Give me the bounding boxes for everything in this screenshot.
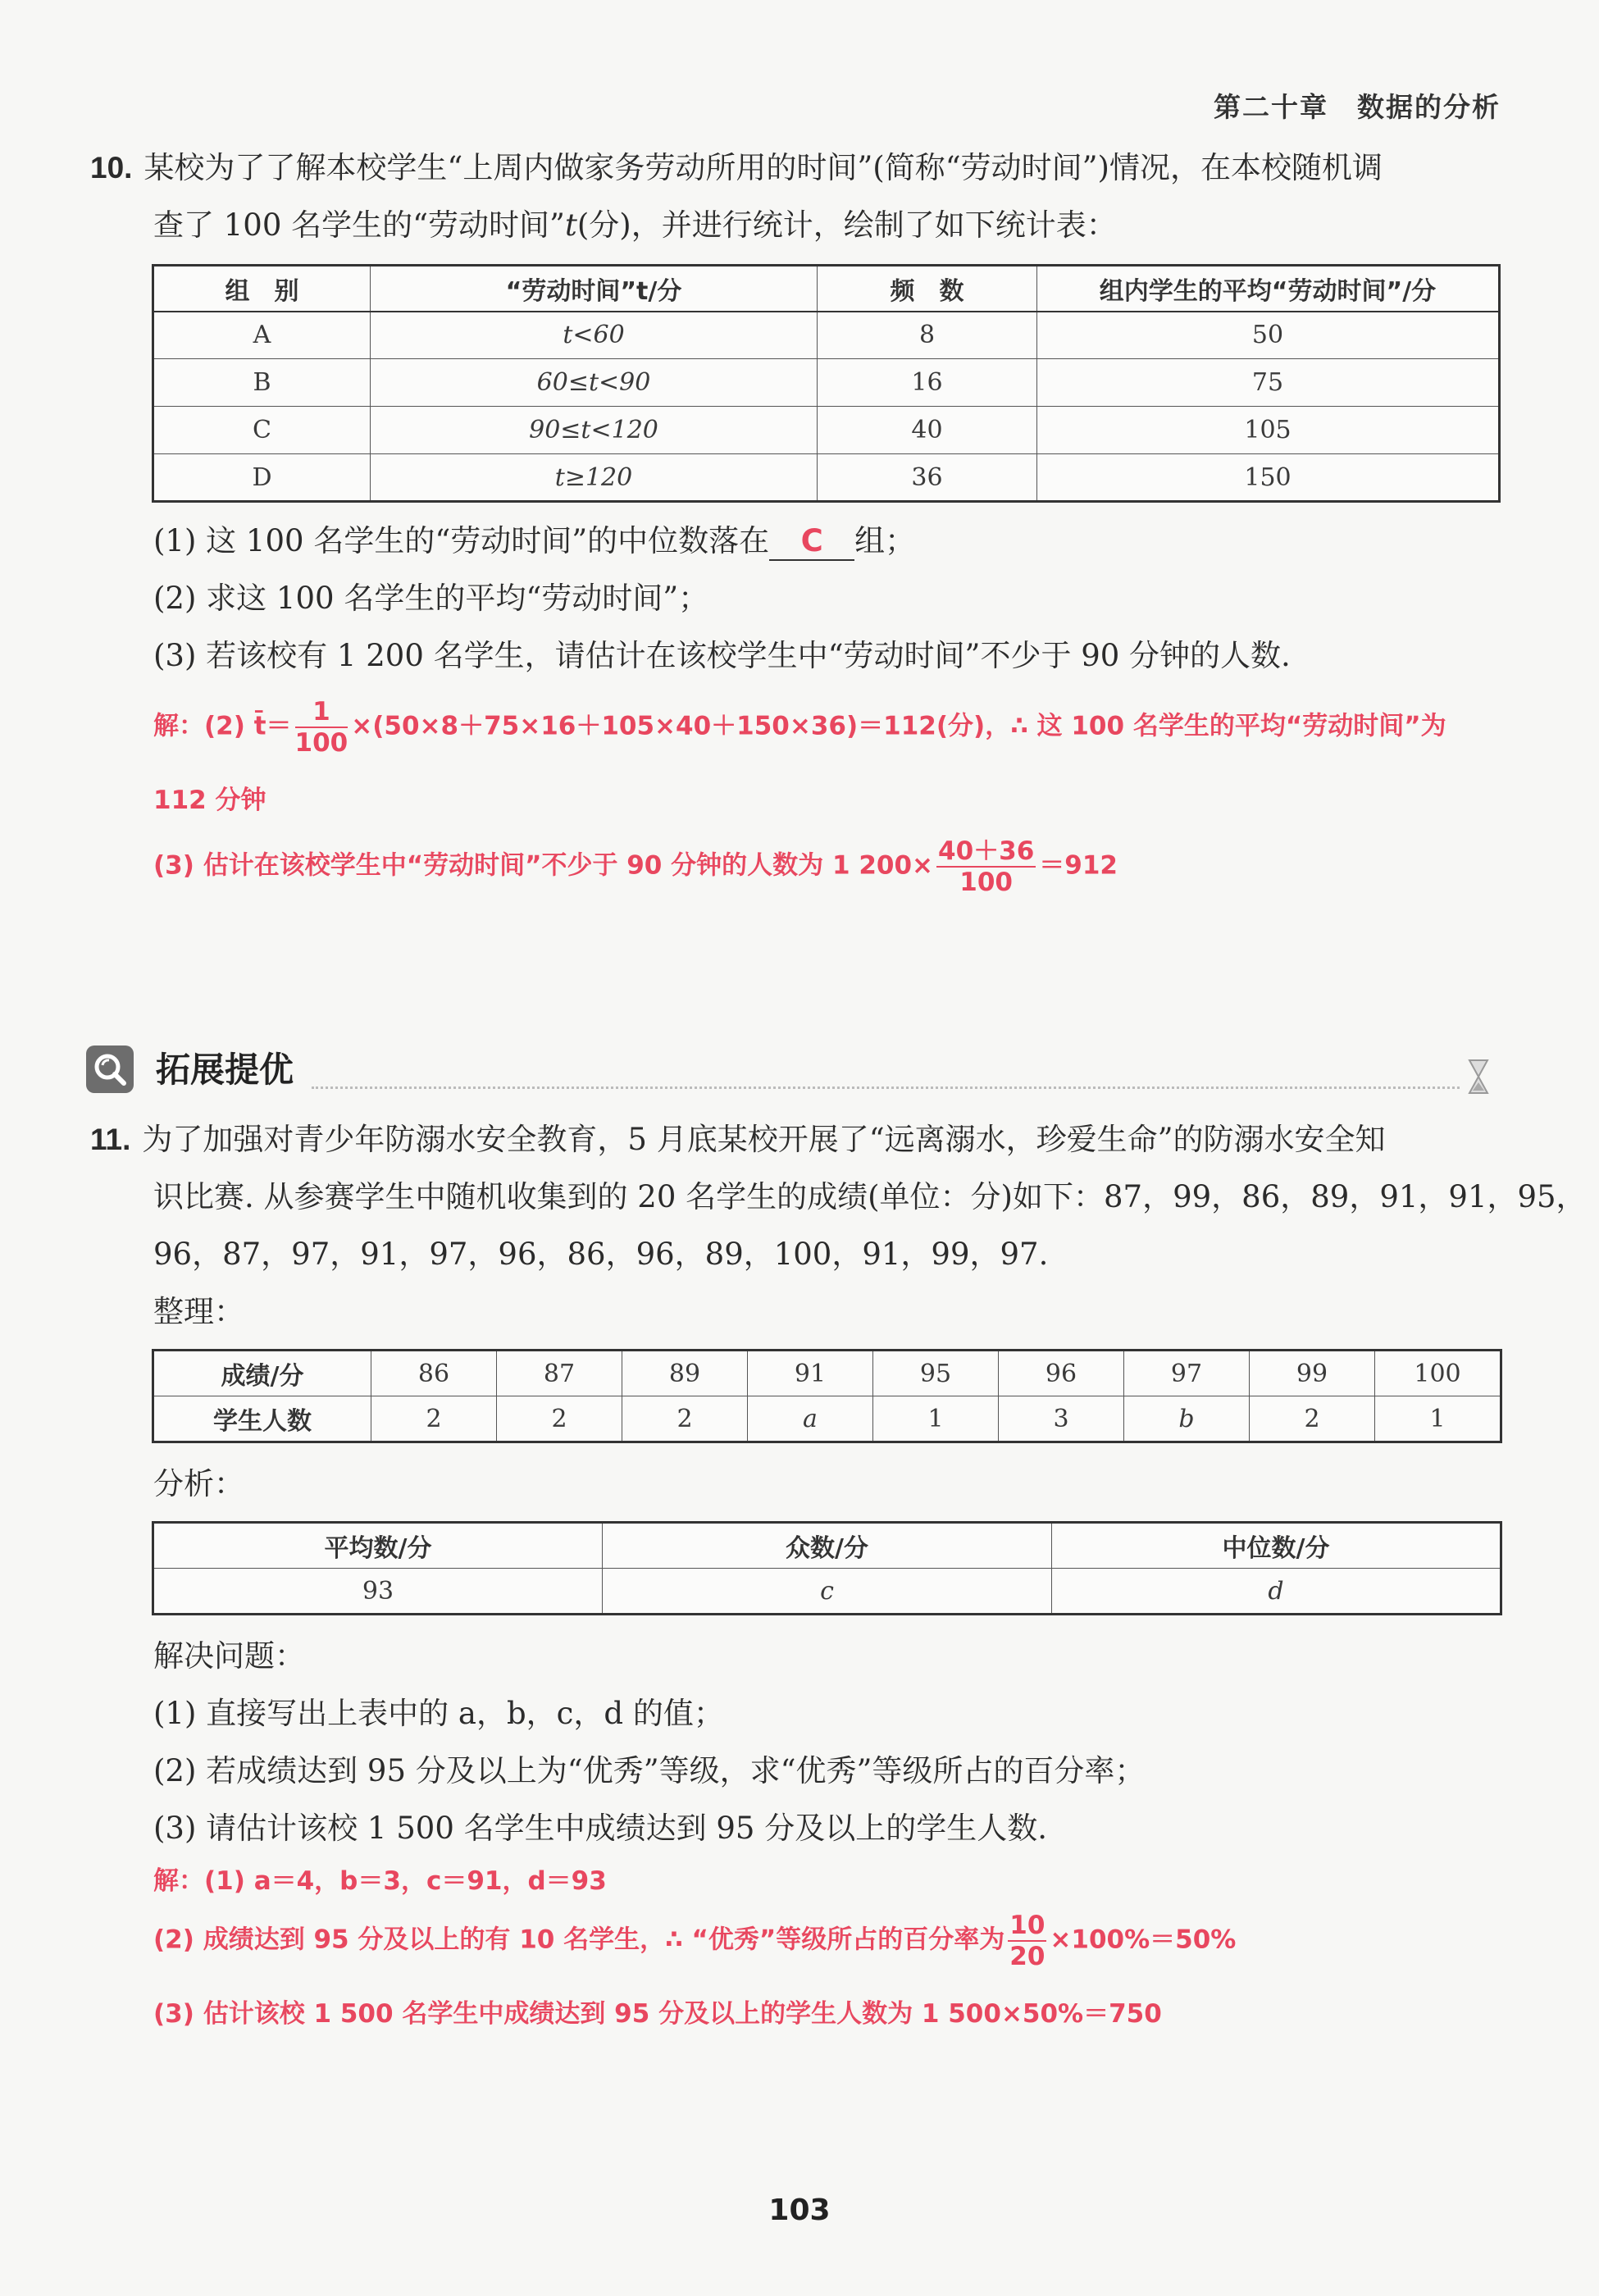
table-cell: 16 (818, 359, 1037, 407)
q10-sol3-pre: (3) 估计在该校学生中“劳动时间”不少于 90 分钟的人数为 1 200× (153, 850, 934, 881)
q11-line2: 识比赛. 从参赛学生中随机收集到的 20 名学生的成绩(单位：分)如下：87，99，86，89，91，91，95， (153, 1179, 1587, 1214)
table-cell: 75 (1037, 359, 1500, 407)
table-cell: t<60 (371, 312, 818, 359)
table-cell: 1 (1375, 1396, 1501, 1442)
page-number: 103 (768, 2194, 831, 2227)
table-cell: 2 (497, 1396, 622, 1442)
q10-sub1-text: (1) 这 100 名学生的“劳动时间”的中位数落在 (153, 523, 770, 558)
table-cell: A (153, 312, 371, 359)
row-label-count: 学生人数 (153, 1396, 371, 1442)
q10-sol2-fraction (295, 697, 348, 758)
q11-text-line1: 为了加强对青少年防溺水安全教育，5 月底某校开展了“远离溺水，珍爱生命”的防溺水安全知 (142, 1122, 1386, 1157)
table-cell: c (603, 1569, 1052, 1615)
table-row (153, 359, 1500, 407)
table-row (153, 1569, 1501, 1615)
q11-line3: 96，87，97，91，97，96，86，96，89，100，91，99，97. (153, 1237, 1049, 1272)
table-cell: 1 (873, 1396, 999, 1442)
q10-line2-var: t (564, 207, 577, 243)
q11-analysis-table (152, 1521, 1502, 1615)
q11-sub2: (2) 若成绩达到 95 分及以上为“优秀”等级，求“优秀”等级所占的百分率； (153, 1753, 1146, 1788)
fraction-denominator: 20 (1009, 1942, 1046, 1971)
q11-sol2-post: ×100%＝50% (1050, 1925, 1237, 1955)
q10-sol2-post: ×(50×8＋75×16＋105×40＋150×36)＝112(分)，∴ 这 100 名学生的平均“劳动时间”为 (351, 711, 1446, 741)
table-cell: 3 (999, 1396, 1124, 1442)
q11-solution-1: 解：(1) a＝4，b＝3，c＝91，d＝93 (153, 1866, 607, 1896)
table-cell: 40 (818, 407, 1037, 454)
q10-line1 (90, 139, 1383, 197)
q11-number: 11. (90, 1123, 131, 1156)
fraction-denominator: 100 (294, 728, 348, 758)
q10-sol2-pre: 解：(2) t̄＝ (153, 711, 292, 741)
q11-organize-label: 整理： (153, 1294, 244, 1329)
q11-line1 (90, 1111, 1386, 1168)
table-cell: a (748, 1396, 873, 1442)
q11-sub3: (3) 请估计该校 1 500 名学生中成绩达到 95 分及以上的学生人数. (153, 1811, 1047, 1846)
q10-sol3-post: ＝912 (1039, 850, 1118, 881)
table-cell: 89 (622, 1351, 748, 1396)
table-cell: 100 (1375, 1351, 1501, 1396)
q10-solution-3 (153, 836, 1118, 897)
table-row (153, 1523, 1501, 1569)
section-title: 拓展提优 (156, 1050, 294, 1090)
table-row (153, 407, 1500, 454)
q10-sub1 (153, 512, 915, 570)
q10-text-line1: 某校为了了解本校学生“上周内做家务劳动所用的时间”(简称“劳动时间”)情况，在本校随机调 (144, 150, 1383, 185)
table-cell: 2 (371, 1396, 497, 1442)
q10-table-header (153, 266, 1500, 312)
magnifier-icon (86, 1046, 134, 1093)
q10-solution-2-line2: 112 分钟 (153, 786, 266, 815)
q10-sol3-fraction (936, 836, 1036, 897)
q10-line2-post: (分)，并进行统计，绘制了如下统计表： (576, 207, 1117, 243)
table-cell: 60≤t<90 (371, 359, 818, 407)
chapter-header: 第二十章 数据的分析 (1214, 91, 1501, 123)
table-cell: 2 (1250, 1396, 1375, 1442)
table-cell: 99 (1250, 1351, 1375, 1396)
table-row (153, 312, 1500, 359)
hourglass-icon (1466, 1058, 1491, 1099)
table-row (153, 1396, 1501, 1442)
q10-col-group: 组 别 (153, 266, 371, 312)
q10-col-avg: 组内学生的平均“劳动时间”/分 (1037, 266, 1500, 312)
table-cell: B (153, 359, 371, 407)
q10-solution-2 (153, 697, 1446, 758)
table-cell: 2 (622, 1396, 748, 1442)
table-cell: 93 (153, 1569, 603, 1615)
table-cell: 90≤t<120 (371, 407, 818, 454)
table-cell: 8 (818, 312, 1037, 359)
col-median: 中位数/分 (1052, 1523, 1501, 1569)
table-cell: 105 (1037, 407, 1500, 454)
table-cell: 150 (1037, 454, 1500, 502)
table-cell: t≥120 (371, 454, 818, 502)
q11-solution-3: (3) 估计该校 1 500 名学生中成绩达到 95 分及以上的学生人数为 1 500×50%＝750 (153, 1999, 1162, 2029)
q10-line2 (153, 197, 1117, 254)
table-row (153, 1351, 1501, 1396)
table-cell: b (1124, 1396, 1250, 1442)
table-cell: 86 (371, 1351, 497, 1396)
q11-solution-2 (153, 1911, 1236, 1971)
table-cell: 36 (818, 454, 1037, 502)
col-mean: 平均数/分 (153, 1523, 603, 1569)
q10-col-time: “劳动时间”t/分 (371, 266, 818, 312)
table-cell: 97 (1124, 1351, 1250, 1396)
table-cell: 50 (1037, 312, 1500, 359)
q10-sub1-post: 组； (854, 523, 916, 558)
fraction-numerator: 10 (1009, 1911, 1046, 1940)
q11-solve-label: 解决问题： (153, 1638, 305, 1674)
q10-col-freq: 频 数 (818, 266, 1037, 312)
fraction-numerator: 40＋36 (938, 836, 1035, 866)
table-cell: 87 (497, 1351, 622, 1396)
q10-sub1-answer: C (769, 523, 854, 561)
table-cell: C (153, 407, 371, 454)
q10-sub3: (3) 若该校有 1 200 名学生，请估计在该校学生中“劳动时间”不少于 90 分钟的人数. (153, 638, 1291, 673)
table-cell: 96 (999, 1351, 1124, 1396)
fraction-denominator: 100 (959, 868, 1014, 897)
q11-score-table (152, 1349, 1502, 1443)
table-row (153, 454, 1500, 502)
q11-sol2-pre: (2) 成绩达到 95 分及以上的有 10 名学生，∴ “优秀”等级所占的百分率为 (153, 1925, 1005, 1955)
q10-line2-pre: 查了 100 名学生的“劳动时间” (153, 207, 565, 243)
col-mode: 众数/分 (603, 1523, 1052, 1569)
q11-sub1: (1) 直接写出上表中的 a，b，c，d 的值； (153, 1696, 724, 1731)
q11-analysis-label: 分析： (153, 1466, 244, 1501)
row-label-score: 成绩/分 (153, 1351, 371, 1396)
table-cell: 91 (748, 1351, 873, 1396)
table-cell: D (153, 454, 371, 502)
fraction-numerator: 1 (295, 697, 348, 728)
q10-sub2: (2) 求这 100 名学生的平均“劳动时间”； (153, 581, 709, 616)
q10-number: 10. (90, 151, 133, 184)
section-divider (312, 1086, 1460, 1089)
q11-sol2-fraction (1008, 1911, 1046, 1971)
table-cell: 95 (873, 1351, 999, 1396)
q10-stats-table (152, 264, 1501, 503)
table-cell: d (1052, 1569, 1501, 1615)
